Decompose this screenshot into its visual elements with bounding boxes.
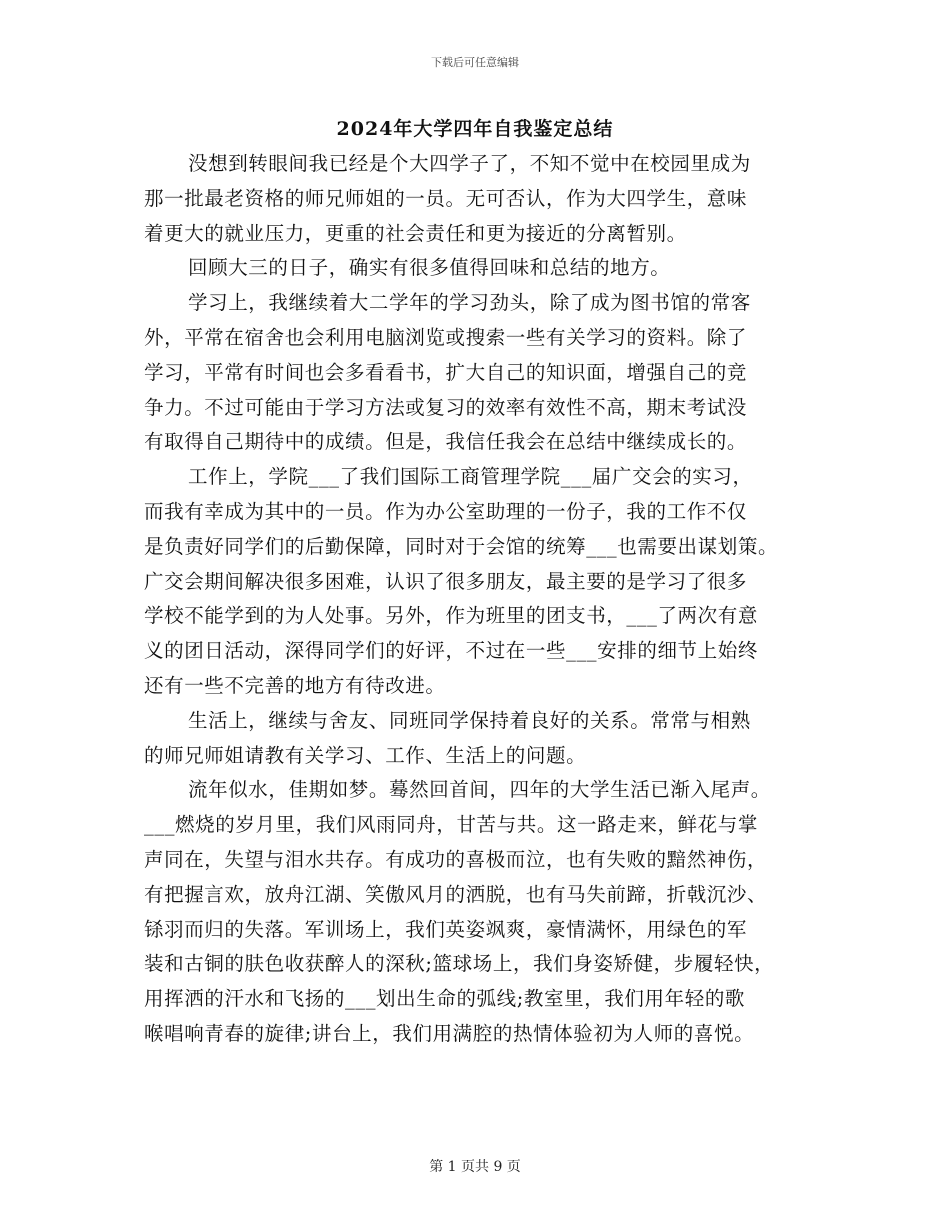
body-line: 回顾大三的日子，确实有很多值得回味和总结的地方。 (188, 256, 671, 280)
body-line: 争力。不过可能由于学习方法或复习的效率有效性不高，期末考试没 (144, 395, 748, 419)
body-line: 广交会期间解决很多困难，认识了很多朋友，最主要的是学习了很多 (144, 569, 748, 593)
body-line: 学习上，我继续着大二学年的学习劲头，除了成为图书馆的常客 (188, 291, 751, 315)
body-line: 有把握言欢，放舟江湖、笑傲风月的洒脱，也有马失前蹄，折戟沉沙、 (144, 882, 768, 906)
document-body (144, 147, 824, 1052)
body-line: 用挥洒的汗水和飞扬的___划出生命的弧线;教室里，我们用年轻的歌 (144, 987, 746, 1011)
body-line: 有取得自己期待中的成绩。但是，我信任我会在总结中继续成长的。 (144, 430, 748, 454)
body-line: 铩羽而归的失落。军训场上，我们英姿飒爽，豪情满怀，用绿色的军 (144, 917, 748, 941)
document-title: 2024年大学四年自我鉴定总结 (336, 118, 614, 140)
page-footer: 第 1 页共 9 页 (429, 1159, 521, 1175)
body-line: 着更大的就业压力，更重的社会责任和更为接近的分离暂别。 (144, 221, 687, 245)
body-line: 流年似水，佳期如梦。蓦然回首间，四年的大学生活已渐入尾声。 (188, 778, 771, 802)
body-line: 喉唱响青春的旋律;讲台上，我们用满腔的热情体验初为人师的喜悦。 (144, 1021, 755, 1045)
body-line: 还有一些不完善的地方有待改进。 (144, 673, 446, 697)
body-line: 而我有幸成为其中的一员。作为办公室助理的一份子，我的工作不仅 (144, 499, 748, 523)
body-line: 没想到转眼间我已经是个大四学子了，不知不觉中在校园里成为 (188, 152, 751, 175)
body-line: 学习，平常有时间也会多看看书，扩大自己的知识面，增强自己的竞 (144, 360, 748, 384)
body-line: 工作上，学院___了我们国际工商管理学院___届广交会的实习， (188, 465, 753, 489)
header-note: 下载后可任意编辑 (431, 56, 519, 69)
body-line: ___燃烧的岁月里，我们风雨同舟，甘苦与共。这一路走来，鲜花与掌 (144, 813, 758, 837)
body-line: 学校不能学到的为人处事。另外，作为班里的团支书，___了两次有意 (144, 604, 758, 628)
body-line: 装和古铜的肤色收获醉人的深秋;篮球场上，我们身姿矫健，步履轻快， (144, 952, 775, 976)
body-line: 声同在，失望与泪水共存。有成功的喜极而泣，也有失败的黯然神伤， (144, 847, 768, 871)
body-line: 的师兄师姐请教有关学习、工作、生活上的问题。 (144, 743, 587, 767)
body-line: 是负责好同学们的后勤保障，同时对于会馆的统筹___也需要出谋划策。 (144, 534, 779, 558)
body-line: 生活上，继续与舍友、同班同学保持着良好的关系。常常与相熟 (188, 708, 751, 732)
body-line: 外，平常在宿舍也会利用电脑浏览或搜索一些有关学习的资料。除了 (144, 325, 748, 349)
body-line: 那一批最老资格的师兄师姐的一员。无可否认，作为大四学生，意味 (144, 186, 748, 210)
body-line: 义的团日活动，深得同学们的好评，不过在一些___安排的细节上始终 (144, 639, 758, 663)
